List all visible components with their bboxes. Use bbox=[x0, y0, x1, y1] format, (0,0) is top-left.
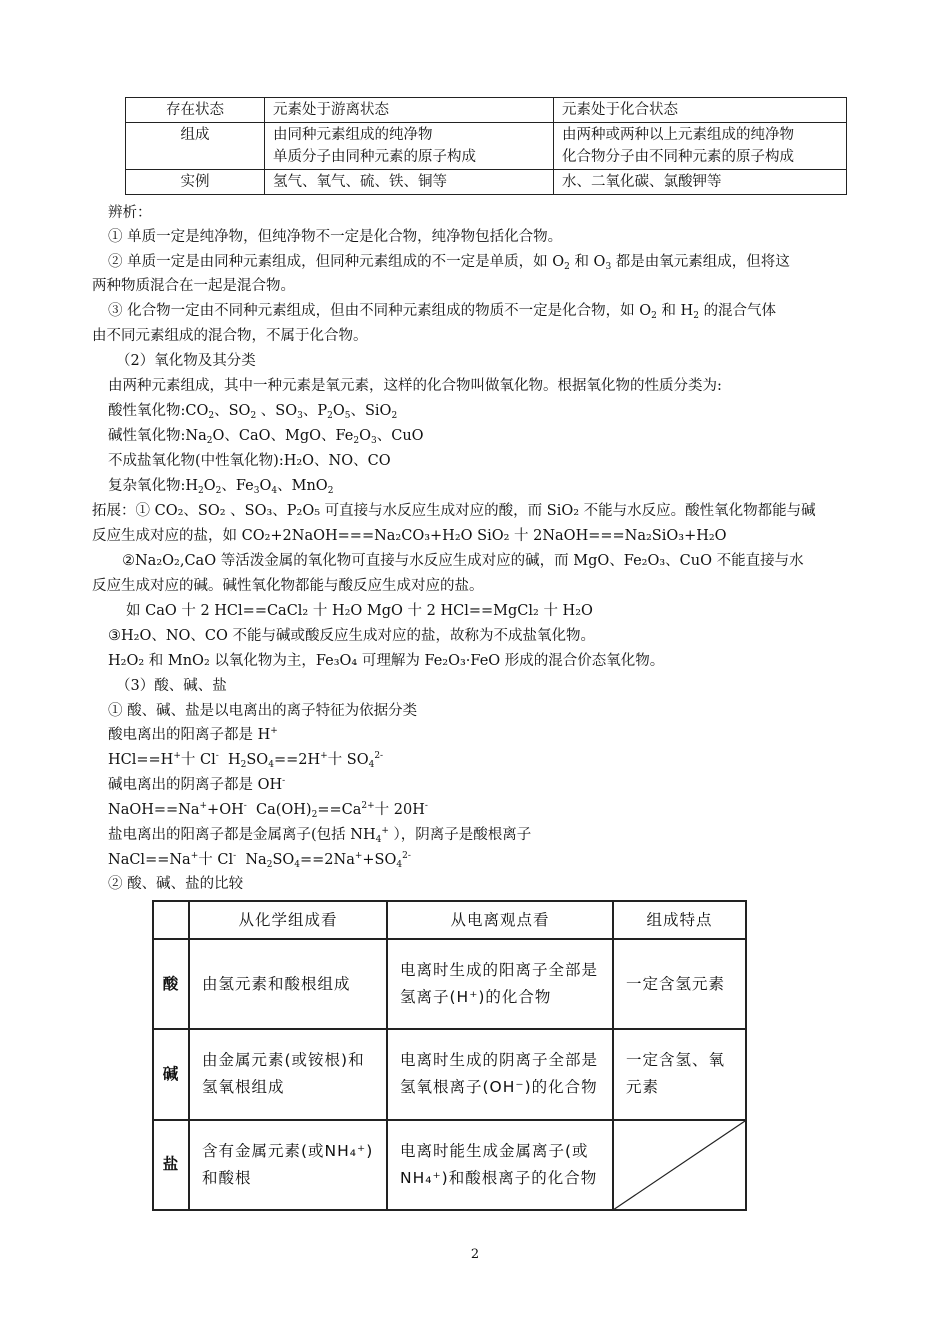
table-cell: 氢气、氧气、硫、铁、铜等 bbox=[265, 170, 554, 195]
neutral-oxide-list: H₂O、NO、CO bbox=[283, 453, 391, 469]
salt-equations: NaCl==Na+十 Cl- $Na_2SO_4==2Na^++SO_4^{2-}$ bbox=[108, 851, 411, 870]
empty-diagonal-cell bbox=[613, 1120, 746, 1210]
oxide-definition: 由两种元素组成，其中一种元素是氧元素，这样的化合物叫做氧化物。根据氧化物的性质分类为: bbox=[108, 378, 722, 394]
table-row bbox=[153, 1029, 746, 1119]
cell-line: 化合物分子由不同种元素的原子构成 bbox=[562, 149, 794, 165]
extension-1-cont: 反应生成对应的盐，如 CO₂+2NaOH===Na₂CO₃+H₂O SiO₂ 十 2NaOH===Na₂SiO₃+H₂O bbox=[92, 528, 727, 544]
analysis-point-1: ① 单质一定是纯净物，但纯净物不一定是化合物，纯净物包括化合物。 bbox=[108, 229, 563, 245]
table-cell bbox=[265, 123, 554, 170]
classification-basis: ① 酸、碱、盐是以电离出的离子特征为依据分类 bbox=[108, 703, 418, 719]
extension-3: ③H₂O、NO、CO 不能与碱或酸反应生成对应的盐，故称为不成盐氧化物。 bbox=[108, 628, 596, 644]
acidic-oxides: 酸性氧化物$:CO_2$、$SO_2$ 、$SO_3$、$P_2O_5$、SiO$_2$ bbox=[108, 403, 398, 421]
base-definition: 碱电离出的阴离子都是 OH- bbox=[108, 776, 286, 793]
table-row bbox=[153, 939, 746, 1029]
acid-base-salt-table bbox=[152, 900, 747, 1211]
salt-definition: 盐电离出的阳离子都是金属离子(包括 $NH_4^+$ ），阴离子是酸根离子 bbox=[108, 826, 532, 845]
page-number: 2 bbox=[470, 1247, 480, 1262]
comparison-table bbox=[152, 900, 747, 1211]
table-cell: 含有金属元素(或NH₄⁺)和酸根 bbox=[189, 1120, 387, 1210]
analysis-point-2-cont: 两种物质混合在一起是混合物。 bbox=[92, 278, 295, 294]
extension-4: H₂O₂ 和 MnO₂ 以氧化物为主，Fe₃O₄ 可理解为 Fe₂O₃·FeO 形成的混合价态氧化物。 bbox=[108, 653, 665, 669]
acid-equations: HCl==H+十 Cl- $H_2SO_4==2H^+$十 $SO_4^{2-}$ bbox=[108, 751, 384, 770]
diagonal-line bbox=[614, 1121, 745, 1209]
extension-1: 拓展：① CO₂、SO₂ 、SO₃、P₂O₅ 可直接与水反应生成对应的酸，而 SiO₂ 不能与水反应。酸性氧化物都能与碱 bbox=[92, 503, 816, 519]
table-header-row bbox=[126, 98, 847, 123]
basic-oxides: 碱性氧化物$:Na_2O$、CaO、MgO、$Fe_2O_3$、CuO bbox=[108, 428, 424, 446]
table-header-cell: 元素处于游离状态 bbox=[265, 98, 554, 123]
row-label: 盐 bbox=[153, 1120, 189, 1210]
table-cell: 由氢元素和酸根组成 bbox=[189, 939, 387, 1029]
table-cell: 电离时生成的阴离子全部是氢氧根离子(OH⁻)的化合物 bbox=[387, 1029, 613, 1119]
extension-2-cont: 反应生成对应的碱。碱性氧化物都能与酸反应生成对应的盐。 bbox=[92, 578, 484, 594]
cell-line: 由同种元素组成的纯净物 bbox=[273, 127, 433, 143]
table-corner-cell bbox=[153, 901, 189, 939]
table-header-cell: 组成特点 bbox=[613, 901, 746, 939]
table-cell bbox=[554, 123, 847, 170]
row-label: 组成 bbox=[126, 123, 265, 170]
row-label: 碱 bbox=[153, 1029, 189, 1119]
table-header-cell: 元素处于化合状态 bbox=[554, 98, 847, 123]
section-title: （2）氧化物及其分类 bbox=[116, 353, 256, 369]
table-cell: 由金属元素(或铵根)和氢氧根组成 bbox=[189, 1029, 387, 1119]
complex-oxides: 复杂氧化物$:H_2O_2$、$Fe_3O_4$、MnO$_2$ bbox=[108, 478, 334, 496]
comparison-title: ② 酸、碱、盐的比较 bbox=[108, 876, 244, 892]
table-cell: 水、二氧化碳、氯酸钾等 bbox=[554, 170, 847, 195]
cell-line: 单质分子由同种元素的原子构成 bbox=[273, 149, 476, 165]
extension-example: 如 CaO 十 2 HCl==CaCl₂ 十 H₂O MgO 十 2 HCl==MgCl₂ 十 H₂O bbox=[126, 603, 593, 619]
analysis-point-3-cont: 由不同元素组成的混合物，不属于化合物。 bbox=[92, 328, 368, 344]
neutral-oxides: 不成盐氧化物(中性氧化物):H₂O、NO、CO bbox=[108, 453, 391, 469]
table-row bbox=[126, 123, 847, 170]
analysis-point-2: ② 单质一定是由同种元素组成，但同种元素组成的不一定是单质，如 $O_2$ 和 $O_3$ 都是由氧元素组成，但将这 bbox=[108, 254, 790, 272]
table-cell: 电离时能生成金属离子(或NH₄⁺)和酸根离子的化合物 bbox=[387, 1120, 613, 1210]
acid-definition: 酸电离出的阳离子都是 H+ bbox=[108, 726, 278, 743]
base-equations: NaOH==Na++OH- $Ca(OH)_2==Ca^{2+}$十 20H- bbox=[108, 801, 428, 820]
table-header-cell: 存在状态 bbox=[126, 98, 265, 123]
table-cell: 一定含氢元素 bbox=[613, 939, 746, 1029]
cell-line: 由两种或两种以上元素组成的纯净物 bbox=[562, 127, 794, 143]
extension-2: ②Na₂O₂,CaO 等活泼金属的氧化物可直接与水反应生成对应的碱，而 MgO、Fe₂O₃、CuO 不能直接与水 bbox=[122, 553, 804, 569]
table-header-row bbox=[153, 901, 746, 939]
section-title: （3）酸、碱、盐 bbox=[116, 678, 227, 694]
analysis-title: 辨析： bbox=[108, 205, 152, 221]
table-cell: 一定含氢、氧元素 bbox=[613, 1029, 746, 1119]
row-label: 酸 bbox=[153, 939, 189, 1029]
table-header-cell: 从电离观点看 bbox=[387, 901, 613, 939]
table-row bbox=[126, 170, 847, 195]
table-header-cell: 从化学组成看 bbox=[189, 901, 387, 939]
row-label: 实例 bbox=[126, 170, 265, 195]
element-state-table bbox=[125, 97, 847, 195]
table-cell: 电离时生成的阳离子全部是氢离子(H⁺)的化合物 bbox=[387, 939, 613, 1029]
table-row bbox=[153, 1120, 746, 1210]
analysis-point-3: ③ 化合物一定由不同种元素组成，但由不同种元素组成的物质不一定是化合物，如 $O_2$ 和 $H_2$ 的混合气体 bbox=[108, 303, 777, 321]
